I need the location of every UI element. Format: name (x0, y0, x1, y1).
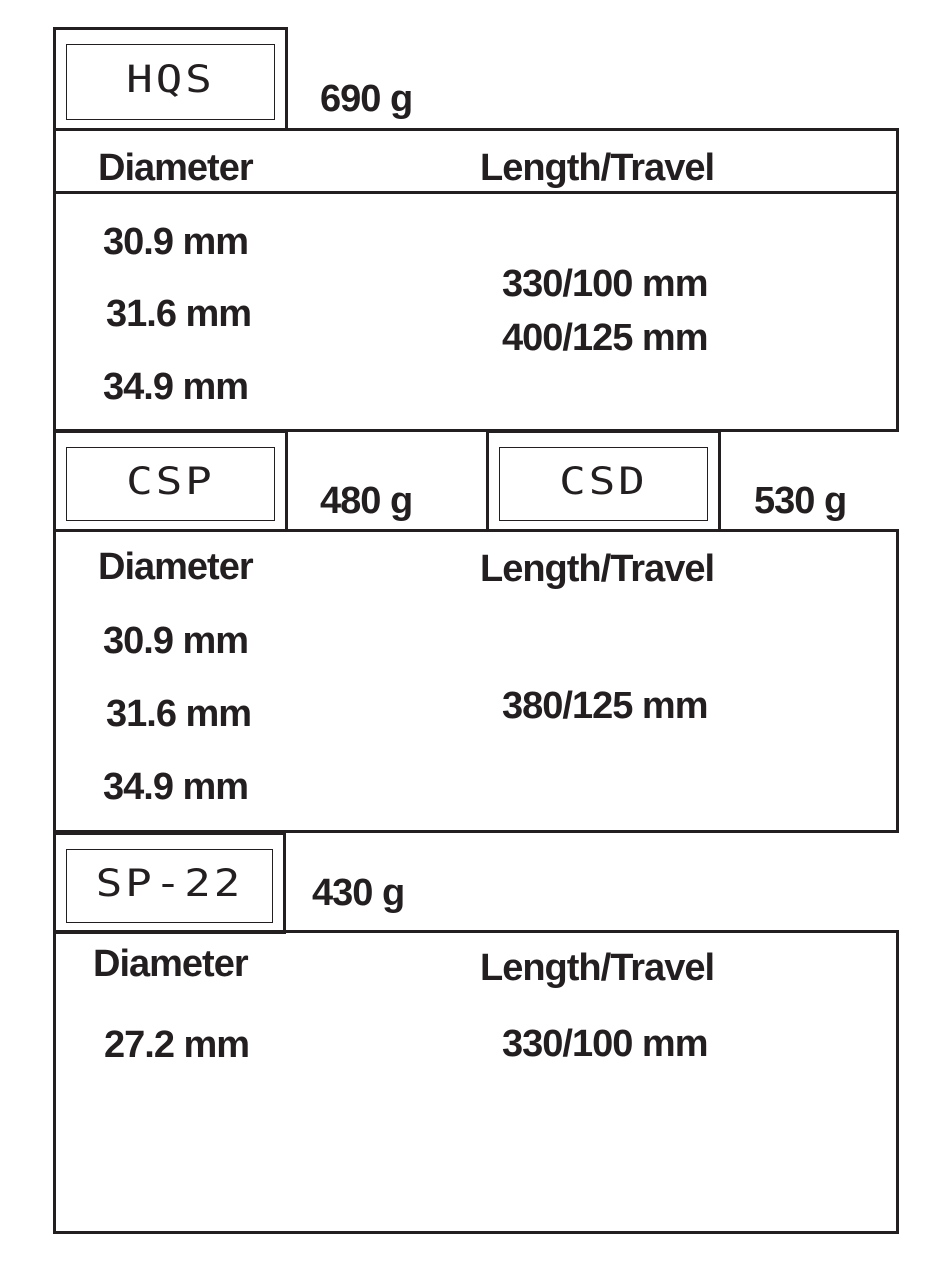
sp22-diameter-value: 27.2 mm (104, 1024, 250, 1066)
csd-weight: 530 g (754, 480, 847, 522)
sp22-length-header: Length/Travel (480, 947, 715, 989)
sp22-logo: SP-22 (95, 861, 244, 905)
csp-diameter-value: 30.9 mm (103, 620, 249, 662)
hqs-diameter-header: Diameter (98, 147, 253, 189)
hqs-logo: HQS (126, 57, 215, 101)
hqs-weight: 690 g (320, 78, 413, 120)
hqs-length-value: 400/125 mm (502, 317, 708, 359)
csp-tag (53, 430, 288, 532)
sp22-weight: 430 g (312, 872, 405, 914)
csp-table (53, 529, 899, 833)
hqs-header-divider (56, 191, 896, 194)
sp22-length-value: 330/100 mm (502, 1023, 708, 1065)
csd-logo: CSD (559, 459, 648, 503)
csp-length-value: 380/125 mm (502, 685, 708, 727)
hqs-length-value: 330/100 mm (502, 263, 708, 305)
hqs-table (53, 128, 899, 432)
hqs-length-header: Length/Travel (480, 147, 715, 189)
sp22-table (53, 930, 899, 1234)
hqs-diameter-value: 34.9 mm (103, 366, 249, 408)
hqs-diameter-value: 31.6 mm (106, 293, 252, 335)
csp-diameter-value: 34.9 mm (103, 766, 249, 808)
csp-diameter-header: Diameter (98, 546, 253, 588)
sp22-diameter-header: Diameter (93, 943, 248, 985)
csp-diameter-value: 31.6 mm (106, 693, 252, 735)
csp-length-header: Length/Travel (480, 548, 715, 590)
csd-tag (486, 430, 721, 532)
hqs-diameter-value: 30.9 mm (103, 221, 249, 263)
csp-weight: 480 g (320, 480, 413, 522)
sp22-tag (53, 832, 286, 934)
hqs-tag (53, 27, 288, 131)
csp-logo: CSP (126, 459, 215, 503)
